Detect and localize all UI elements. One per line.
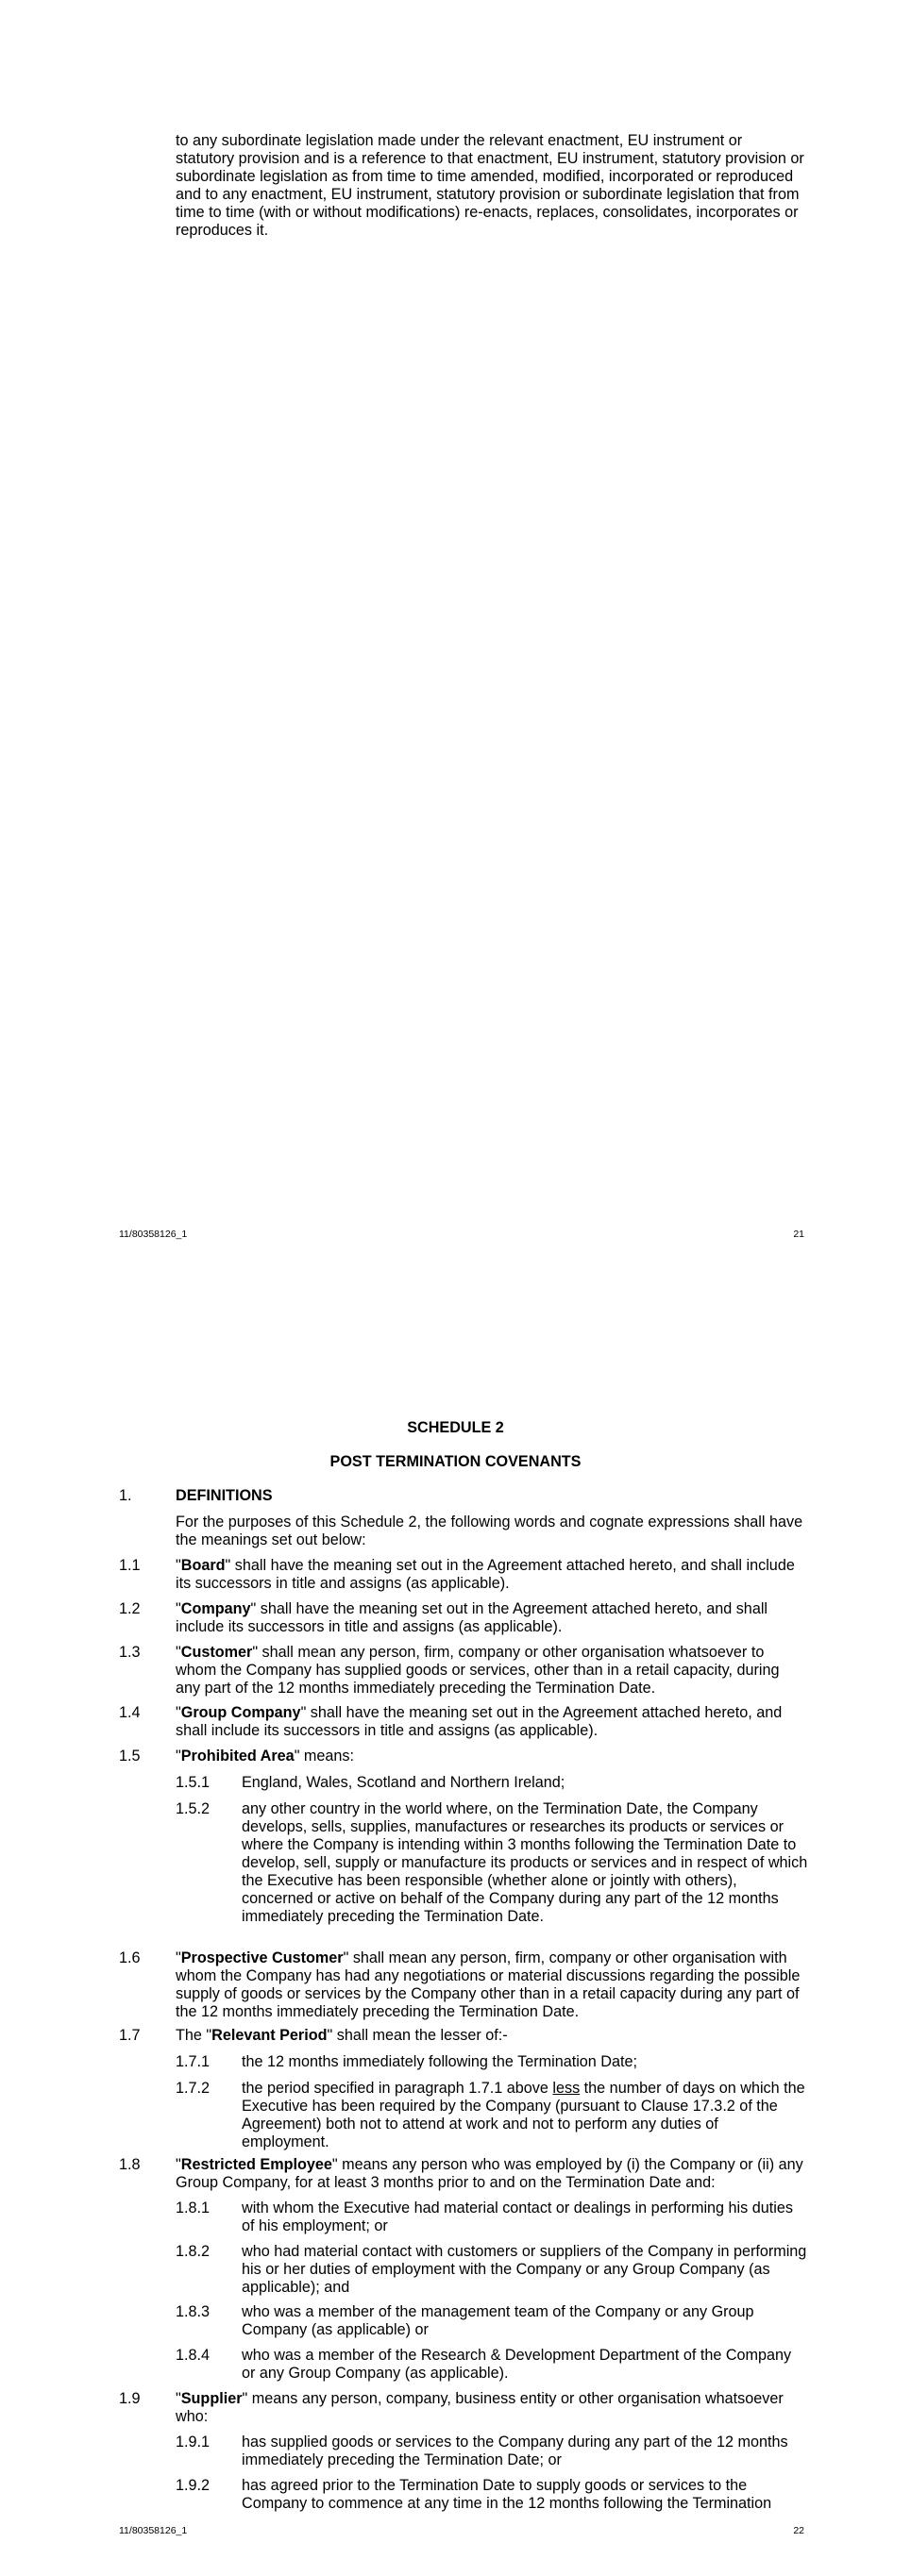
page-number: 21 xyxy=(793,1229,804,1240)
defined-term: Group Company xyxy=(180,1704,301,1721)
subclause-number: 1.8.4 xyxy=(176,2347,211,2364)
defined-term: Company xyxy=(180,1600,251,1617)
page-number: 22 xyxy=(793,2525,804,2536)
defined-term: Board xyxy=(180,1557,226,1574)
subclause-text: with whom the Executive had material contact or dealings in performing his duties of his employment; or xyxy=(242,2200,793,2234)
subclause-text: who had material contact with customers or suppliers of the Company in performing his or her duties of employment with the Company or any Group Company (as applicable); and xyxy=(242,2243,807,2296)
clause-number: 1.8 xyxy=(119,2156,141,2173)
subclause-number: 1.9.1 xyxy=(176,2434,211,2451)
clause-number: 1.6 xyxy=(119,1949,141,1966)
subclause-text: any other country in the world where, on the Termination Date, the Company develops, sells, supplies, manufactures or researches its products or services or where the Company is intending within 3 months following the Termination Date to develop, sell, supply or manufacture its products or services and in respect of which the Executive has been responsible (whether alone or jointly with others), concerned or active on behalf of the Company during any part of the 12 months immediately preceding the Termination Date. xyxy=(242,1800,808,1925)
definition-prohibited-area: "Prohibited Area" means: xyxy=(176,1748,355,1765)
subclause-number: 1.8.2 xyxy=(176,2243,211,2260)
definition-prospective-customer: "Prospective Customer" shall mean any person, firm, company or other organisation with whom the Company has had any negotiations or material discussions regarding the possible supply of goods or services by the Company other than in a retail capacity during any part of the 12 months immediately preceding the Termination Date. xyxy=(176,1949,801,2020)
clause-number: 1.9 xyxy=(119,2390,141,2407)
footer-reference: 11/80358126_1 xyxy=(119,1229,188,1240)
footer-reference: 11/80358126_1 xyxy=(119,2525,188,2536)
definition-group-company: "Group Company" shall have the meaning set out in the Agreement attached hereto, and shall include its successors in title and assigns (as applicable). xyxy=(176,1704,783,1739)
schedule-subtitle: POST TERMINATION COVENANTS xyxy=(329,1453,582,1470)
definition-relevant-period: The "Relevant Period" shall mean the lesser of:- xyxy=(176,2027,508,2044)
schedule-title: SCHEDULE 2 xyxy=(407,1419,504,1436)
subclause-text: has supplied goods or services to the Company during any part of the 12 months immediately preceding the Termination Date; or xyxy=(242,2434,788,2468)
defined-term: Prohibited Area xyxy=(180,1748,295,1765)
section-number: 1. xyxy=(119,1487,132,1504)
definition-board: "Board" shall have the meaning set out in the Agreement attached hereto, and shall include its successors in title and assigns (as applicable). xyxy=(176,1557,795,1592)
continuation-paragraph: to any subordinate legislation made under the relevant enactment, EU instrument or statutory provision and is a reference to that enactment, EU instrument, statutory provision or subordinate legislation as from time to time amended, modified, incorporated or reproduced and to any enactment, EU instrument, statutory provision or subordinate legislation that from time to time (with or without modifications) re-enacts, replaces, consolidates, incorporates or reproduces it. xyxy=(176,132,804,239)
subclause-number: 1.7.2 xyxy=(176,2080,211,2097)
clause-number: 1.5 xyxy=(119,1748,141,1765)
subclause-number: 1.7.1 xyxy=(176,2053,211,2070)
defined-term: Supplier xyxy=(180,2390,243,2407)
definition-customer: "Customer" shall mean any person, firm, company or other organisation whatsoever to whom the Company has supplied goods or services, other than in a retail capacity, during any part of the 12 months immediately preceding the Termination Date. xyxy=(176,1644,780,1697)
subclause-text: who was a member of the Research & Development Department of the Company or any Group Company (as applicable). xyxy=(242,2347,792,2382)
defined-term: Relevant Period xyxy=(211,2027,328,2044)
definition-restricted-employee: "Restricted Employee" means any person who was employed by (i) the Company or (ii) any Group Company, for at least 3 months prior to and on the Termination Date and: xyxy=(176,2156,803,2191)
defined-term: Prospective Customer xyxy=(180,1949,344,1966)
page-22 xyxy=(0,1283,911,2576)
clause-number: 1.4 xyxy=(119,1704,141,1721)
subclause-number: 1.9.2 xyxy=(176,2477,211,2494)
page-21 xyxy=(0,0,911,1283)
subclause-text: has agreed prior to the Termination Date to supply goods or services to the Company to commence at any time in the 12 months following the Termination xyxy=(242,2477,772,2512)
subclause-text: the 12 months immediately following the Termination Date; xyxy=(242,2053,637,2070)
subclause-number: 1.5.2 xyxy=(176,1800,211,1817)
subclause-text: England, Wales, Scotland and Northern Ireland; xyxy=(242,1774,565,1791)
underlined-word: less xyxy=(552,2080,581,2097)
clause-number: 1.3 xyxy=(119,1644,141,1661)
subclause-text: who was a member of the management team of the Company or any Group Company (as applicable) or xyxy=(242,2303,754,2338)
definition-supplier: "Supplier" means any person, company, business entity or other organisation whatsoever who: xyxy=(176,2390,784,2425)
subclause-number: 1.5.1 xyxy=(176,1774,211,1791)
definitions-intro: For the purposes of this Schedule 2, the following words and cognate expressions shall have the meanings set out below: xyxy=(176,1514,803,1548)
defined-term: Restricted Employee xyxy=(180,2156,332,2173)
clause-number: 1.2 xyxy=(119,1600,141,1617)
subclause-text: the period specified in paragraph 1.7.1 above less the number of days on which the Executive has been required by the Company (pursuant to Clause 17.3.2 of the Agreement) both not to attend at work and not to perform any duties of employment. xyxy=(242,2080,805,2150)
defined-term: Customer xyxy=(180,1644,253,1661)
clause-number: 1.1 xyxy=(119,1557,141,1574)
subclause-number: 1.8.3 xyxy=(176,2303,211,2320)
definition-company: "Company" shall have the meaning set out in the Agreement attached hereto, and shall include its successors in title and assigns (as applicable). xyxy=(176,1600,768,1635)
section-title: DEFINITIONS xyxy=(176,1487,273,1504)
subclause-number: 1.8.1 xyxy=(176,2200,211,2216)
clause-number: 1.7 xyxy=(119,2027,141,2044)
